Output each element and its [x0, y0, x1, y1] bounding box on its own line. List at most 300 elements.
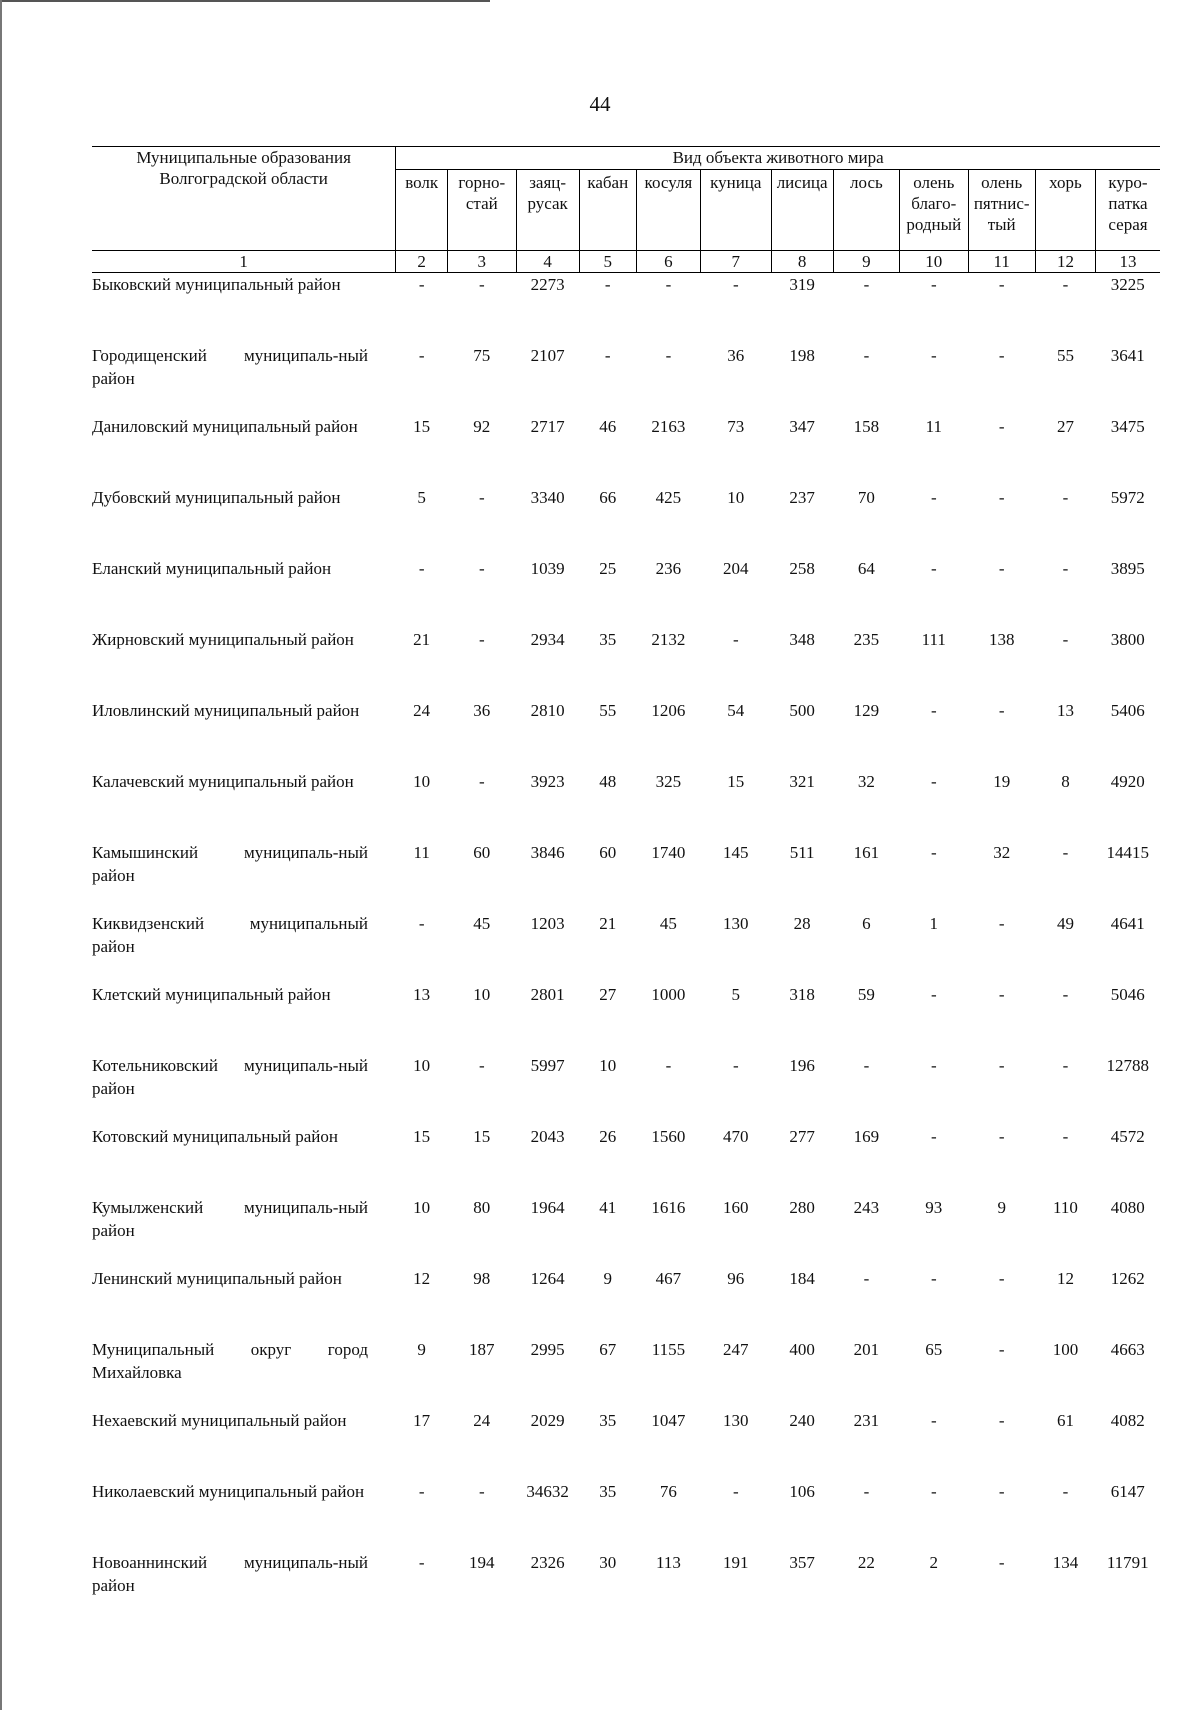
value-cell: 5972: [1110, 488, 1145, 507]
region-name-cell: [92, 1480, 396, 1551]
value-cell: -: [1062, 985, 1069, 1004]
value-cell: 5: [731, 985, 741, 1004]
value-cell: -: [863, 346, 870, 365]
value-cell: 55: [1056, 346, 1074, 365]
value-cell: -: [604, 346, 611, 365]
value-cell: -: [930, 1056, 937, 1075]
value-cell: -: [418, 275, 425, 294]
value-cell: 467: [655, 1269, 682, 1288]
value-cell: 11791: [1106, 1553, 1149, 1572]
region-name-cell: [92, 628, 396, 699]
table-row: [92, 344, 1160, 415]
value-cell: -: [732, 275, 739, 294]
table-row: [92, 486, 1160, 557]
value-cell: 2810: [530, 701, 565, 720]
value-cell: 160: [723, 1198, 749, 1217]
value-cell: -: [863, 1269, 870, 1288]
value-cell: -: [930, 701, 937, 720]
value-cell: 3340: [530, 488, 565, 507]
value-cell: 236: [655, 559, 682, 578]
value-cell: 60: [473, 843, 491, 862]
value-cell: 34632: [526, 1482, 569, 1501]
value-cell: 237: [789, 488, 815, 507]
value-cell: 6147: [1110, 1482, 1145, 1501]
value-cell: -: [478, 559, 485, 578]
value-cell: -: [930, 985, 937, 1004]
table-row: [92, 628, 1160, 699]
value-cell: 48: [599, 772, 617, 791]
region-column-header: Муниципальные образования Волгоградской области: [92, 147, 396, 251]
value-cell: -: [418, 346, 425, 365]
value-cell: 277: [789, 1127, 815, 1146]
value-cell: 80: [473, 1198, 491, 1217]
value-cell: -: [998, 1482, 1005, 1501]
region-name-cell: [92, 1409, 396, 1480]
value-cell: 11: [925, 417, 942, 436]
value-cell: 187: [469, 1340, 495, 1359]
value-cell: 158: [853, 417, 880, 436]
value-cell: 2934: [530, 630, 565, 649]
region-name: Клетский муниципальный район: [92, 985, 331, 1004]
value-cell: 6: [862, 914, 871, 933]
value-cell: -: [478, 772, 485, 791]
region-name-cell: [92, 1054, 396, 1125]
value-cell: 2107: [530, 346, 565, 365]
value-cell: 1264: [530, 1269, 565, 1288]
value-cell: -: [665, 1056, 672, 1075]
value-cell: 28: [793, 914, 811, 933]
value-cell: -: [418, 559, 425, 578]
value-cell: 2029: [530, 1411, 565, 1430]
species-header: горно- стай: [448, 170, 516, 251]
species-header: косуля: [636, 170, 700, 251]
value-cell: 3225: [1110, 275, 1145, 294]
value-cell: -: [863, 275, 870, 294]
value-cell: -: [478, 1482, 485, 1501]
value-cell: 280: [789, 1198, 815, 1217]
value-cell: 184: [789, 1269, 815, 1288]
value-cell: 41: [599, 1198, 617, 1217]
value-cell: 55: [599, 701, 617, 720]
value-cell: 17: [413, 1411, 431, 1430]
value-cell: 511: [789, 843, 815, 862]
value-cell: 106: [789, 1482, 815, 1501]
value-cell: 64: [857, 559, 875, 578]
value-cell: -: [930, 488, 937, 507]
region-name-cell: [92, 1338, 396, 1409]
value-cell: -: [1062, 275, 1069, 294]
value-cell: 10: [599, 1056, 617, 1075]
value-cell: -: [998, 1553, 1005, 1572]
value-cell: 21: [599, 914, 617, 933]
value-cell: 49: [1056, 914, 1074, 933]
value-cell: 60: [599, 843, 617, 862]
region-name-cell: [92, 557, 396, 628]
page-number: 44: [589, 92, 611, 116]
value-cell: -: [478, 275, 485, 294]
value-cell: 169: [853, 1127, 880, 1146]
value-cell: 10: [413, 772, 431, 791]
value-cell: 5406: [1110, 701, 1145, 720]
value-cell: 5997: [530, 1056, 565, 1075]
value-cell: 13: [1056, 701, 1074, 720]
scan-edge-top: [0, 0, 490, 2]
value-cell: 2801: [530, 985, 565, 1004]
value-cell: 3800: [1110, 630, 1145, 649]
value-cell: 45: [473, 914, 491, 933]
value-cell: 92: [473, 417, 491, 436]
value-cell: 400: [789, 1340, 815, 1359]
value-cell: -: [930, 1127, 937, 1146]
value-cell: 161: [853, 843, 880, 862]
species-header: кабан: [579, 170, 636, 251]
column-number-row: [92, 251, 1160, 273]
value-cell: 24: [473, 1411, 491, 1430]
value-cell: 5: [417, 488, 426, 507]
value-cell: 4663: [1110, 1340, 1145, 1359]
column-number: 3: [448, 251, 516, 273]
value-cell: 2326: [530, 1553, 565, 1572]
region-name: Новоаннинский муниципаль-ный район: [92, 1553, 368, 1595]
value-cell: -: [732, 1056, 739, 1075]
region-name: Даниловский муниципальный район: [92, 417, 358, 436]
value-cell: 35: [599, 1411, 617, 1430]
value-cell: 194: [469, 1553, 495, 1572]
value-cell: -: [418, 1553, 425, 1572]
value-cell: -: [478, 630, 485, 649]
value-cell: 1000: [651, 985, 686, 1004]
column-number: 6: [636, 251, 700, 273]
value-cell: 5046: [1110, 985, 1145, 1004]
value-cell: 9: [603, 1269, 612, 1288]
value-cell: -: [998, 701, 1005, 720]
value-cell: -: [1062, 559, 1069, 578]
value-cell: 1560: [651, 1127, 686, 1146]
table-row: [92, 1196, 1160, 1267]
region-name-cell: [92, 983, 396, 1054]
table-row: [92, 273, 1160, 345]
region-name: Городищенский муниципаль-ный район: [92, 346, 368, 388]
value-cell: 247: [723, 1340, 749, 1359]
value-cell: 3923: [530, 772, 565, 791]
scan-edge-left: [0, 0, 2, 1710]
value-cell: -: [604, 275, 611, 294]
value-cell: 325: [655, 772, 682, 791]
value-cell: -: [930, 1269, 937, 1288]
value-cell: 75: [473, 346, 491, 365]
value-cell: 73: [727, 417, 745, 436]
species-header: куро- патка серая: [1096, 170, 1161, 251]
value-cell: 240: [789, 1411, 815, 1430]
column-number: 4: [516, 251, 579, 273]
region-name-cell: [92, 912, 396, 983]
species-header: заяц- русак: [516, 170, 579, 251]
value-cell: 3475: [1110, 417, 1145, 436]
value-cell: 110: [1053, 1198, 1078, 1217]
value-cell: 15: [413, 1127, 431, 1146]
value-cell: -: [998, 985, 1005, 1004]
value-cell: 145: [723, 843, 749, 862]
value-cell: 319: [789, 275, 815, 294]
value-cell: 1: [929, 914, 939, 933]
region-name: Еланский муниципальный район: [92, 559, 332, 578]
value-cell: 231: [853, 1411, 880, 1430]
value-cell: 4641: [1110, 914, 1145, 933]
value-cell: 12: [1056, 1269, 1074, 1288]
value-cell: 98: [473, 1269, 491, 1288]
value-cell: -: [1062, 843, 1069, 862]
value-cell: 258: [789, 559, 815, 578]
value-cell: 204: [723, 559, 749, 578]
value-cell: 9: [997, 1198, 1006, 1217]
value-cell: 45: [659, 914, 677, 933]
value-cell: 27: [1056, 417, 1074, 436]
value-cell: 10: [413, 1056, 431, 1075]
value-cell: 2132: [651, 630, 686, 649]
region-name-cell: [92, 699, 396, 770]
value-cell: -: [478, 488, 485, 507]
column-number: 11: [968, 251, 1035, 273]
value-cell: 134: [1052, 1553, 1079, 1572]
value-cell: 4080: [1110, 1198, 1145, 1217]
value-cell: 12788: [1106, 1056, 1149, 1075]
region-name: Киквидзенский муниципальный район: [92, 914, 368, 956]
value-cell: 130: [723, 1411, 749, 1430]
value-cell: -: [863, 1482, 870, 1501]
value-cell: 2043: [530, 1127, 565, 1146]
value-cell: 61: [1056, 1411, 1074, 1430]
value-cell: 67: [599, 1340, 617, 1359]
value-cell: -: [930, 346, 937, 365]
value-cell: -: [998, 275, 1005, 294]
table-row: [92, 1125, 1160, 1196]
value-cell: -: [665, 346, 672, 365]
value-cell: 10: [727, 488, 745, 507]
region-name: Быковский муниципальный район: [92, 275, 341, 294]
value-cell: 76: [659, 1482, 677, 1501]
value-cell: -: [998, 1340, 1005, 1359]
value-cell: 10: [473, 985, 491, 1004]
value-cell: 70: [857, 488, 875, 507]
species-header: олень благо- родный: [900, 170, 968, 251]
value-cell: 1964: [530, 1198, 565, 1217]
column-number: 1: [92, 251, 396, 273]
value-cell: 2995: [530, 1340, 565, 1359]
species-header: олень пятнис- тый: [968, 170, 1035, 251]
value-cell: -: [998, 488, 1005, 507]
value-cell: 1616: [651, 1198, 686, 1217]
region-name: Калачевский муниципальный район: [92, 772, 354, 791]
table-body: [92, 273, 1160, 1623]
value-cell: -: [998, 914, 1005, 933]
value-cell: 321: [789, 772, 815, 791]
value-cell: 30: [599, 1553, 617, 1572]
value-cell: -: [863, 1056, 870, 1075]
value-cell: 130: [723, 914, 749, 933]
column-number: 13: [1096, 251, 1161, 273]
value-cell: -: [998, 417, 1005, 436]
value-cell: 2163: [651, 417, 686, 436]
table-row: [92, 1551, 1160, 1622]
column-number: 8: [771, 251, 833, 273]
column-number: 5: [579, 251, 636, 273]
value-cell: -: [998, 1056, 1005, 1075]
region-name: Муниципальный округ город Михайловка: [92, 1340, 368, 1382]
wildlife-table: [92, 146, 1160, 1622]
value-cell: -: [1062, 1056, 1069, 1075]
value-cell: -: [930, 1482, 937, 1501]
value-cell: 1262: [1110, 1269, 1145, 1288]
value-cell: 138: [988, 630, 1015, 649]
value-cell: -: [930, 772, 937, 791]
value-cell: 25: [599, 559, 617, 578]
value-cell: 66: [599, 488, 617, 507]
value-cell: 10: [413, 1198, 431, 1217]
value-cell: 35: [599, 630, 617, 649]
value-cell: 347: [789, 417, 815, 436]
value-cell: 235: [853, 630, 880, 649]
species-header: лисица: [771, 170, 833, 251]
value-cell: -: [930, 843, 937, 862]
region-name-cell: [92, 1196, 396, 1267]
value-cell: 32: [993, 843, 1011, 862]
region-name-cell: [92, 841, 396, 912]
value-cell: 35: [599, 1482, 617, 1501]
region-name-cell: [92, 415, 396, 486]
value-cell: 4572: [1110, 1127, 1145, 1146]
region-name: Ленинский муниципальный район: [92, 1269, 342, 1288]
value-cell: 1047: [651, 1411, 686, 1430]
value-cell: -: [1062, 630, 1069, 649]
table-row: [92, 912, 1160, 983]
table-row: [92, 1480, 1160, 1551]
value-cell: 318: [789, 985, 815, 1004]
region-name-cell: [92, 486, 396, 557]
species-group-header: Вид объекта животного мира: [396, 147, 1160, 170]
value-cell: 500: [789, 701, 815, 720]
value-cell: -: [930, 559, 937, 578]
value-cell: -: [418, 1482, 425, 1501]
value-cell: 1039: [530, 559, 565, 578]
region-name: Иловлинский муниципальный район: [92, 701, 360, 720]
value-cell: 1155: [651, 1340, 686, 1359]
table-header: [92, 147, 1160, 273]
value-cell: 12: [413, 1269, 431, 1288]
value-cell: -: [998, 1127, 1005, 1146]
species-header: хорь: [1035, 170, 1095, 251]
value-cell: 22: [857, 1553, 875, 1572]
column-number: 9: [833, 251, 899, 273]
value-cell: -: [998, 1269, 1005, 1288]
value-cell: 243: [853, 1198, 880, 1217]
table-row: [92, 415, 1160, 486]
value-cell: 24: [413, 701, 431, 720]
value-cell: 348: [789, 630, 815, 649]
value-cell: 27: [599, 985, 617, 1004]
value-cell: 3641: [1110, 346, 1145, 365]
value-cell: 36: [727, 346, 745, 365]
value-cell: 129: [853, 701, 880, 720]
value-cell: -: [930, 1411, 937, 1430]
value-cell: 100: [1052, 1340, 1079, 1359]
value-cell: 59: [857, 985, 875, 1004]
value-cell: 26: [599, 1127, 617, 1146]
value-cell: -: [732, 1482, 739, 1501]
value-cell: -: [1062, 488, 1069, 507]
value-cell: -: [998, 559, 1005, 578]
value-cell: 32: [857, 772, 875, 791]
table-row: [92, 1338, 1160, 1409]
region-name-cell: [92, 344, 396, 415]
table-row: [92, 770, 1160, 841]
region-name-cell: [92, 1267, 396, 1338]
value-cell: 198: [789, 346, 815, 365]
region-name-cell: [92, 1551, 396, 1622]
value-cell: -: [998, 1411, 1005, 1430]
value-cell: 3846: [530, 843, 565, 862]
region-name: Котовский муниципальный район: [92, 1127, 338, 1146]
table-row: [92, 983, 1160, 1054]
value-cell: 15: [473, 1127, 491, 1146]
species-header: лось: [833, 170, 899, 251]
table-row: [92, 1054, 1160, 1125]
region-name: Нехаевский муниципальный район: [92, 1411, 347, 1430]
region-name: Дубовский муниципальный район: [92, 488, 341, 507]
table-row: [92, 699, 1160, 770]
value-cell: -: [732, 630, 739, 649]
value-cell: 425: [655, 488, 682, 507]
column-number: 2: [396, 251, 448, 273]
region-name: Николаевский муниципальный район: [92, 1482, 365, 1501]
value-cell: 1206: [651, 701, 686, 720]
species-header: волк: [396, 170, 448, 251]
value-cell: 13: [413, 985, 431, 1004]
value-cell: 36: [473, 701, 491, 720]
value-cell: -: [478, 1056, 485, 1075]
value-cell: 2: [929, 1553, 939, 1572]
value-cell: 470: [723, 1127, 749, 1146]
value-cell: 111: [921, 630, 946, 649]
species-header: куница: [701, 170, 772, 251]
value-cell: 3895: [1110, 559, 1145, 578]
region-name: Кумылженский муниципаль-ный район: [92, 1198, 368, 1240]
table-row: [92, 1409, 1160, 1480]
region-name: Жирновский муниципальный район: [92, 630, 354, 649]
value-cell: -: [1062, 1482, 1069, 1501]
value-cell: 4082: [1110, 1411, 1145, 1430]
value-cell: -: [418, 914, 425, 933]
value-cell: 191: [723, 1553, 749, 1572]
value-cell: 14415: [1106, 843, 1149, 862]
value-cell: 1740: [651, 843, 686, 862]
value-cell: 1203: [530, 914, 565, 933]
value-cell: 9: [417, 1340, 426, 1359]
region-name-cell: [92, 1125, 396, 1196]
region-name: Камышинский муниципаль-ный район: [92, 843, 368, 885]
value-cell: 2273: [530, 275, 565, 294]
value-cell: 15: [727, 772, 745, 791]
region-name-cell: [92, 770, 396, 841]
value-cell: 8: [1061, 772, 1070, 791]
value-cell: 2717: [530, 417, 565, 436]
value-cell: 15: [413, 417, 431, 436]
region-name: Котельниковский муниципаль-ный район: [92, 1056, 368, 1098]
value-cell: -: [998, 346, 1005, 365]
value-cell: 201: [853, 1340, 880, 1359]
value-cell: 11: [413, 843, 430, 862]
table-row: [92, 557, 1160, 628]
value-cell: 54: [727, 701, 745, 720]
